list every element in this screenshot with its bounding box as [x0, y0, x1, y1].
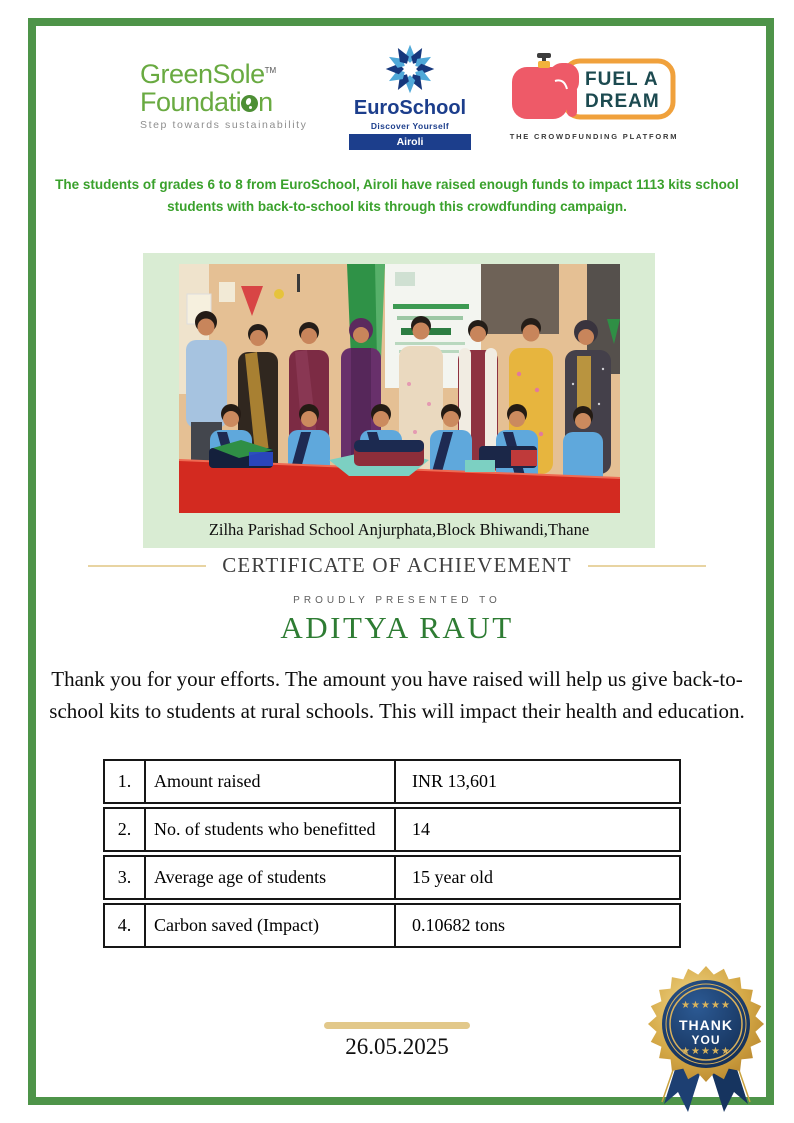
table-row — [103, 759, 681, 804]
row-number: 2. — [117, 819, 132, 839]
date-text: 26.05.2025 — [345, 1034, 449, 1059]
fueladream-tagline: THE CROWDFUNDING PLATFORM — [509, 132, 679, 141]
badge-stars-top: ★★★★★ — [681, 1000, 731, 1011]
table-row — [103, 807, 681, 852]
table-row — [103, 855, 681, 900]
fueladream-name-line1: FUEL A — [585, 69, 659, 90]
heading-rule-right — [588, 565, 706, 567]
row-label: Amount raised — [144, 761, 396, 802]
heading-rule-left — [88, 565, 206, 567]
row-number: 1. — [117, 771, 132, 791]
partner-logos-row — [140, 44, 680, 148]
group-photo-illustration — [179, 264, 620, 513]
photo-panel — [143, 253, 655, 548]
euroschool-name: EuroSchool — [353, 96, 467, 119]
presented-to-label: PROUDLY PRESENTED TO — [293, 595, 501, 606]
table-row — [103, 903, 681, 948]
certificate-body-text: Thank you for your efforts. The amount you have raised will help us give back-to-school kits to students at rural schools. This will impact their health and education. — [49, 667, 745, 723]
badge-text-thank: THANK — [679, 1017, 733, 1033]
fueladream-elephant-icon — [509, 51, 679, 129]
greensole-name — [140, 58, 277, 89]
row-label: Average age of students — [144, 857, 396, 898]
greensole-name-text: GreenSole — [140, 58, 265, 89]
greensole-foundation-line — [140, 86, 273, 117]
recipient-name: ADITYA RAUT — [280, 610, 514, 645]
photo-caption: Zilha Parishad School Anjurphata,Block Bhiwandi,Thane — [208, 520, 590, 539]
row-label: No. of students who benefitted — [144, 809, 396, 850]
row-number: 3. — [117, 867, 132, 887]
euroschool-logo — [344, 43, 476, 150]
row-value: 14 — [412, 819, 430, 839]
greensole-tagline: Step towards sustainability — [140, 119, 308, 132]
row-number: 4. — [117, 915, 132, 935]
rosette-ribbon-icon — [632, 952, 780, 1120]
row-value: INR 13,601 — [412, 771, 497, 791]
euroschool-starburst-icon — [384, 43, 436, 95]
impact-stats-table — [103, 759, 681, 951]
row-value: 0.10682 tons — [412, 915, 506, 935]
trademark-symbol: TM — [264, 65, 277, 75]
foundation-text-pre: Foundati — [140, 86, 242, 117]
fueladream-name-line2: DREAM — [585, 91, 660, 112]
certificate-title: CERTIFICATE OF ACHIEVEMENT — [222, 553, 572, 577]
date-rule — [324, 1022, 470, 1029]
badge-stars-bottom: ★★★★★ — [681, 1046, 731, 1057]
row-label: Carbon saved (Impact) — [144, 905, 396, 946]
euroschool-branch: Airoli — [349, 134, 471, 150]
foundation-text-post: n — [258, 86, 273, 117]
certificate-heading-row — [0, 553, 794, 578]
badge-text-you: YOU — [691, 1033, 721, 1047]
fueladream-logo — [508, 51, 680, 141]
euroschool-tagline: Discover Yourself — [370, 120, 450, 131]
thank-you-badge — [632, 952, 780, 1120]
row-value: 15 year old — [412, 867, 493, 887]
campaign-intro-text: The students of grades 6 to 8 from EuroSchool, Airoli have raised enough funds to impact 1113 kits school students with back-to-school kits through this crowdfunding campaign. — [55, 177, 739, 214]
globe-footprint-icon — [241, 95, 258, 112]
greensole-foundation-logo — [140, 58, 312, 132]
